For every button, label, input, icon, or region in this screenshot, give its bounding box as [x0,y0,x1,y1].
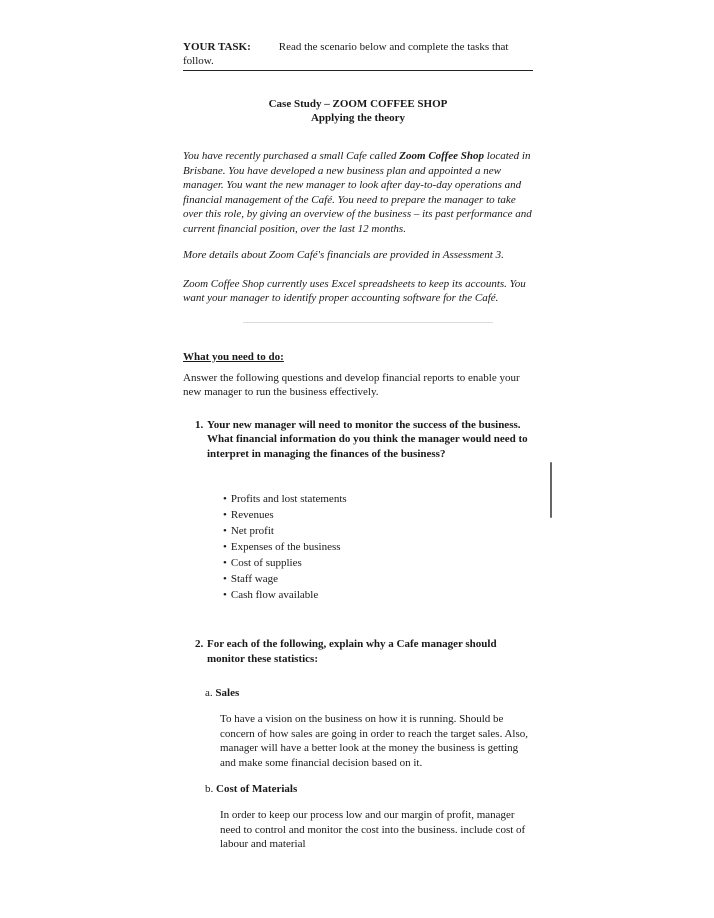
scenario-text: You have recently purchased a small Cafe called [183,150,400,162]
scrollbar-thumb[interactable] [550,462,552,518]
case-study-subtitle: Applying the theory [310,112,406,124]
task-text: Read the scenario below and complete the tasks that follow. [183,41,509,67]
sub-question-b-letter: b. [205,783,214,795]
question-2 [195,637,533,666]
scenario-text-cont: located in Brisbane. You have developed a new business plan and appointed a new manager. You want the new manager to look after day-to-day operations and financial management of the Café. You need to prepare the manager to take over this role, by giving an overview of the business – its past performance and current financial position, over the last 12 months. [183,150,532,235]
question-2-text: For each of the following, explain why a Cafe manager should monitor these statistics: [207,638,497,665]
list-item: • Revenues [223,507,533,523]
answer-2b: In order to keep our process low and our margin of profit, manager need to control and monitor the cost into the business. include cost of labour and material [220,809,526,850]
sub-question-a-letter: a. [205,687,213,699]
sub-question-b [205,782,533,796]
answer-1-list [223,491,533,603]
scenario-paragraph-2: More details about Zoom Café's financials are provided in Assessment 3. [183,249,504,261]
answer-2a: To have a vision on the business on how it is running. Should be concern of how sales are going in order to reach the target sales. Also, manager will have a better look at the money the business is getting and make some financial decision based on it. [220,713,528,769]
section-divider [243,322,493,323]
sub-question-a [205,686,533,700]
question-2-number: 2. [195,638,204,650]
list-item: • Cost of supplies [223,555,533,571]
scenario-paragraph-1 [183,149,533,236]
list-item: • Cash flow available [223,587,533,603]
scenario-paragraph-3: Zoom Coffee Shop currently uses Excel spreadsheets to keep its accounts. You want your manager to identify proper accounting software for the Café. [183,277,526,304]
sub-question-b-label: Cost of Materials [216,783,298,795]
question-1-text: Your new manager will need to monitor the success of the business. What financial information do you think the manager would need to interpret in managing the finances of the business? [207,418,528,460]
list-item: • Expenses of the business [223,539,533,555]
task-label: YOUR TASK: [183,41,251,53]
list-item: • Staff wage [223,571,533,587]
cafe-name: Zoom Coffee Shop [399,150,485,162]
question-1 [195,418,533,462]
question-1-number: 1. [195,418,204,431]
list-item: • Profits and lost statements [223,491,533,507]
todo-intro: Answer the following questions and develop financial reports to enable your new manager to run the business effectively. [183,371,520,398]
sub-question-a-label: Sales [215,687,240,699]
case-study-title: Case Study – ZOOM COFFEE SHOP [268,98,448,110]
list-item: • Net profit [223,523,533,539]
todo-heading: What you need to do: [183,350,284,363]
document-page [183,40,533,852]
task-instruction [183,40,533,71]
